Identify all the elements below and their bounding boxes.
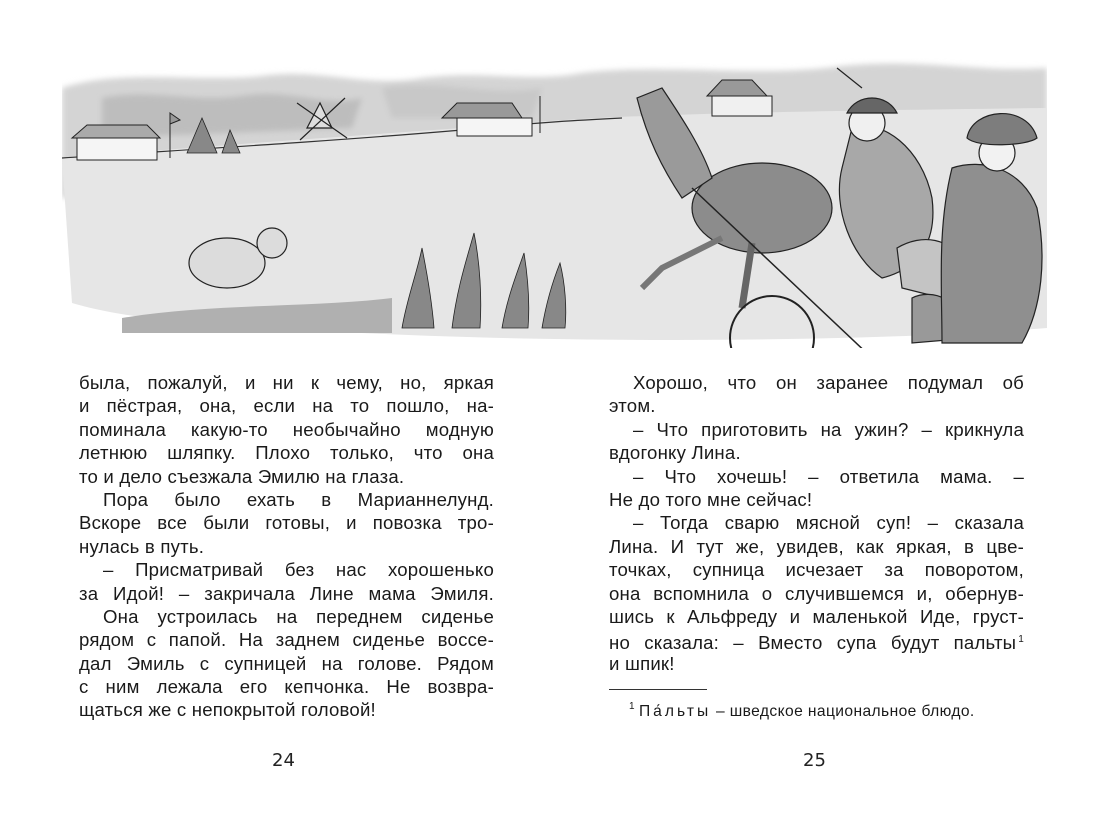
page-number-left: 24 xyxy=(272,750,295,771)
text-line: летнюю шляпку. Плохо только, что она xyxy=(79,442,494,464)
text-line: с ним лежала его кепчонка. Не возвра- xyxy=(79,676,494,698)
left-page-text xyxy=(79,371,494,722)
text-line: была, пожалуй, и ни к чему, но, яркая xyxy=(79,372,494,393)
text-line: этом. xyxy=(609,395,656,417)
text-line: – Что приготовить на ужин? – крикнула xyxy=(633,418,1024,440)
text-line: то и дело съезжала Эмилю на глаза. xyxy=(79,465,405,487)
page-number-right: 25 xyxy=(803,750,826,771)
text-line: Лина. И тут же, увидев, как яркая, в цве- xyxy=(609,535,1024,557)
text-line: Не до того мне сейчас! xyxy=(609,488,813,510)
footnote-marker[interactable]: 1 xyxy=(1018,634,1024,646)
text-line: шись к Альфреду и маленькой Иде, груст- xyxy=(609,605,1024,627)
footnote-number: 1 xyxy=(629,701,635,712)
text-line: точках, супница исчезает за поворотом, xyxy=(609,559,1024,581)
text-line-with-footnote xyxy=(609,628,1024,654)
text-line: – Тогда сварю мясной суп! – сказала xyxy=(633,512,1024,534)
text-line: Хорошо, что он заранее подумал об xyxy=(633,372,1024,393)
footnote xyxy=(629,701,975,721)
text-line: поминала какую-то необычайно модную xyxy=(79,418,494,440)
footnote-text: – шведское национальное блюдо. xyxy=(715,703,975,720)
chapter-illustration xyxy=(62,58,1047,348)
text-line: и шпик! xyxy=(609,652,675,674)
text-line: Она устроилась на переднем сиденье xyxy=(103,605,494,627)
text-line: вдогонку Лина. xyxy=(609,442,741,464)
footnote-term: Па́льты xyxy=(638,703,712,720)
text-line: нулась в путь. xyxy=(79,535,205,557)
text-line: щаться же с непокрытой головой! xyxy=(79,699,376,721)
right-page-text xyxy=(609,371,1024,675)
footnote-divider xyxy=(609,689,707,690)
text-line: Вскоре все были готовы, и повозка тро- xyxy=(79,512,494,534)
text-line: рядом с папой. На заднем сиденье воссе- xyxy=(79,629,494,651)
text-line: и пёстрая, она, если на то пошло, на- xyxy=(79,395,494,417)
text-segment: но сказала: – Вместо супа будут пальты xyxy=(609,632,1017,654)
text-line: за Идой! – закричала Лине мама Эмиля. xyxy=(79,582,494,604)
landscape-cart-illustration xyxy=(62,58,1047,348)
text-line: дал Эмиль с супницей на голове. Рядом xyxy=(79,652,494,674)
text-line: – Присматривай без нас хорошенько xyxy=(103,559,494,581)
text-line: Пора было ехать в Марианнелунд. xyxy=(103,488,494,510)
text-line: она вспомнила о случившемся и, обернув- xyxy=(609,582,1024,604)
text-line: – Что хочешь! – ответила мама. – xyxy=(633,465,1024,487)
